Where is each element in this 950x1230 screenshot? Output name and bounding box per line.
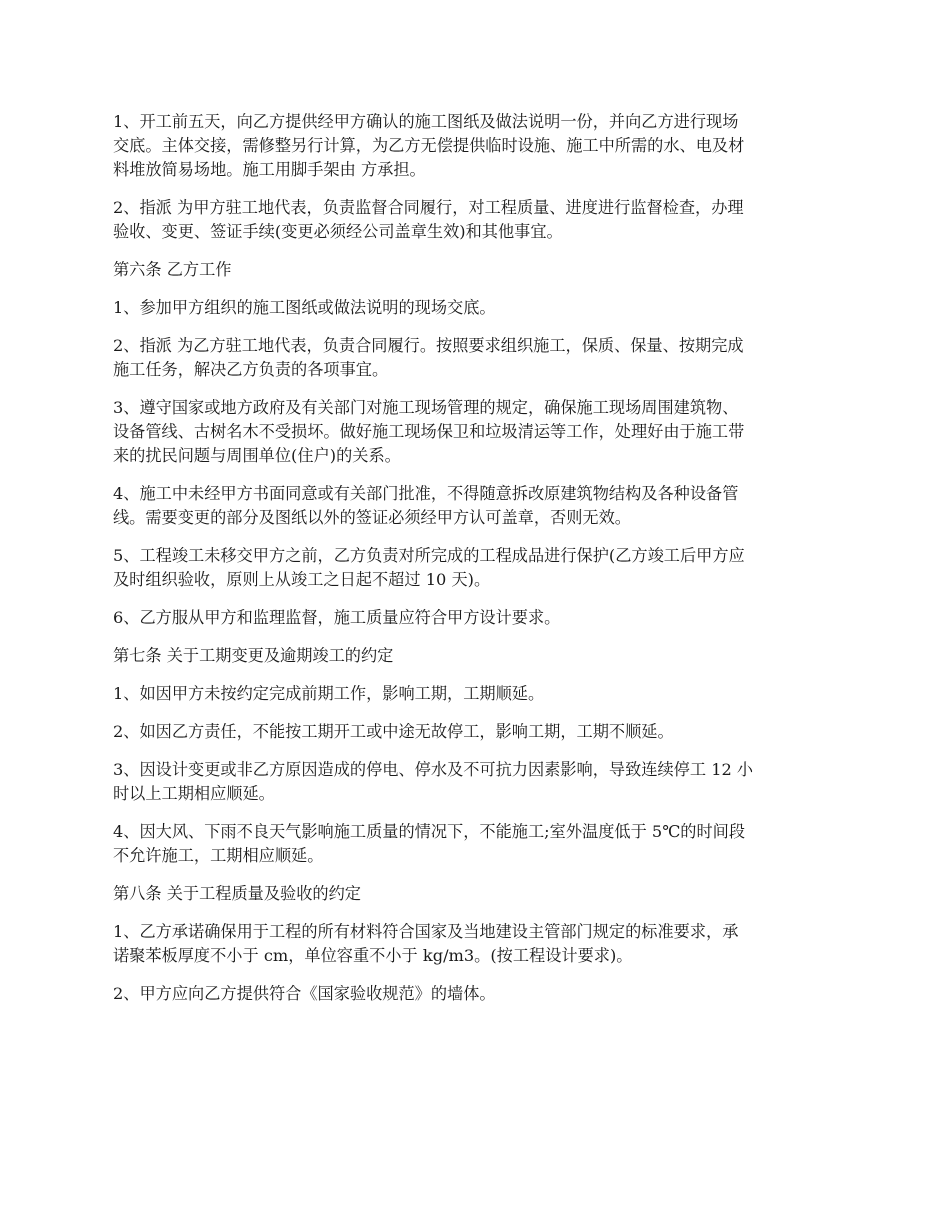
paragraph-clause-6-item-3: 3、遵守国家或地方政府及有关部门对施工现场管理的规定，确保施工现场周围建筑物、 设备管线、古树名木不受损坏。做好施工现场保卫和垃圾清运等工作，处理好由于施工带 来的扰民问题与周围单位(住户)的关系。	[113, 398, 745, 465]
paragraph-clause-6-item-5: 5、工程竣工未移交甲方之前，乙方负责对所完成的工程成品进行保护(乙方竣工后甲方应 及时组织验收，原则上从竣工之日起不超过 10 天)。	[113, 546, 745, 589]
paragraph-clause-6-item-2: 2、指派 为乙方驻工地代表，负责合同履行。按照要求组织施工，保质、保量、按期完成 施工任务，解决乙方负责的各项事宜。	[113, 336, 744, 379]
paragraph-clause-5-item-1: 1、开工前五天，向乙方提供经甲方确认的施工图纸及做法说明一份，并向乙方进行现场 交底。主体交接，需修整另行计算，为乙方无偿提供临时设施、施工中所需的水、电及材 料堆放简易场地。施工用脚手架由 方承担。	[113, 112, 745, 179]
section-heading-article-8: 第八条 关于工程质量及验收的约定	[113, 884, 361, 903]
paragraph-clause-8-item-2: 2、甲方应向乙方提供符合《国家验收规范》的墙体。	[113, 984, 496, 1003]
paragraph-clause-8-item-1: 1、乙方承诺确保用于工程的所有材料符合国家及当地建设主管部门规定的标准要求，承 诺聚苯板厚度不小于 cm，单位容重不小于 kg/m3。(按工程设计要求)。	[113, 922, 739, 965]
paragraph-clause-7-item-3: 3、因设计变更或非乙方原因造成的停电、停水及不可抗力因素影响，导致连续停工 12 小 时以上工期相应顺延。	[113, 760, 754, 803]
paragraph-clause-6-item-4: 4、施工中未经甲方书面同意或有关部门批准，不得随意拆改原建筑物结构及各种设备管 线。需要变更的部分及图纸以外的签证必须经甲方认可盖章，否则无效。	[113, 484, 739, 527]
paragraph-clause-6-item-6: 6、乙方服从甲方和监理监督，施工质量应符合甲方设计要求。	[113, 608, 561, 627]
paragraph-clause-7-item-2: 2、如因乙方责任，不能按工期开工或中途无故停工，影响工期，工期不顺延。	[113, 722, 674, 741]
section-heading-article-6: 第六条 乙方工作	[113, 260, 232, 279]
section-heading-article-7: 第七条 关于工期变更及逾期竣工的约定	[113, 646, 394, 665]
paragraph-clause-7-item-4: 4、因大风、下雨不良天气影响施工质量的情况下，不能施工;室外温度低于 5℃的时间段 不允许施工，工期相应顺延。	[113, 822, 746, 865]
paragraph-clause-5-item-2: 2、指派 为甲方驻工地代表，负责监督合同履行，对工程质量、进度进行监督检查，办理 验收、变更、签证手续(变更必须经公司盖章生效)和其他事宜。	[113, 198, 744, 241]
document-page	[113, 110, 838, 1020]
paragraph-clause-7-item-1: 1、如因甲方未按约定完成前期工作，影响工期，工期顺延。	[113, 684, 545, 703]
paragraph-clause-6-item-1: 1、参加甲方组织的施工图纸或做法说明的现场交底。	[113, 298, 496, 317]
